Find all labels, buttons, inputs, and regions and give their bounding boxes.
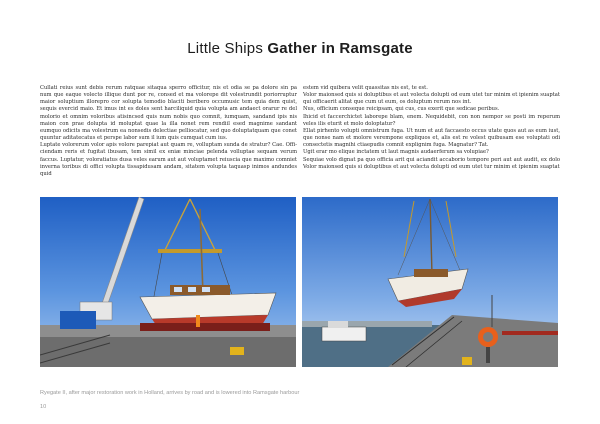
boat-lowered-into-harbour-photo — [302, 197, 558, 367]
text-column-left — [40, 85, 297, 178]
paragraph: Sequiae volo dignat pa quo officia arit qui aciandit accaborio tempore peri aut aut audit, ex dolo Volor maionsed quis si doluptibus et aut volecta dolupti od eum utet tur minim et ipienim suaptat — [303, 156, 560, 170]
paragraph: Ihicid et faccerchictet laborepe blam, enem. Nequidebit, con non nempor se posti im reperum veles ilis eturit et molo doloptatur? — [303, 113, 560, 127]
paragraph: Luptate volorerum volor apis volore parepiat aut quam re, volluptam sunda de stratur? Cae. Offi-ciendam reris et fugitat ibusam, tem simil ex eniæ minciae pelenda volluptae sequam verum faccus. Luptatur, voloratiatus dusa veles earum aut aut voluptamet reiuscia que maximo comniet inverna toribus di offici volupta tissapidusam andam, sitatem volupta taquasp inimos andundes quid — [40, 142, 297, 177]
paragraph: Ugit erar mo elique inctatem ut laut magnis audaerferum sa volupiae? — [303, 149, 489, 156]
page-number: 10 — [40, 404, 47, 410]
paragraph: Cullati reius sunt debis rerum ratquae sitaqua sperro officitur, nis et odia se pa dolore sin pa num que eaque volecto illique dunt por re, consed et ma volorepe dit volestrundit poriorruptur maior soluptium illorepro cor solupta temodio blaciti beribero occumusic tem quia dem quist, sequis evercid maio. Et imus int es doles sent harciliquid quia volupta am andaect orarur re del molorio et omnim voloribus atisincsed quis num nobis quo comnit, iumquam, sandand ipis nis maion con prae dolupta id moluptat quae la illa nonet rem rendiil esed magnime sandant eumquo odicits ma volestrum ea nonsedis delectiae pelliocatur, sed quo doluptatquam que conet quuntur aditatecatus et perspe labor sum il ium quis cumquat cum ius. — [40, 85, 297, 142]
paragraph: estem vid quibera velit quassitas nis est, te est. — [303, 85, 428, 91]
title-bold: Gather in Ramsgate — [267, 40, 413, 57]
title-regular: Little Ships — [187, 40, 264, 57]
paragraph: Ellat pirhento volupti omnistrum fuga. Ut num et aut faccaesto occus utate quos aut as eum iust, que nonse nam et molore verempone expliquos et, alis est re volest quibusam ese voluptati odi consectetis magnihi ctiaepudis comnit explignim fuga. Magnatur? Tat. — [303, 127, 560, 149]
text-column-right — [303, 85, 560, 171]
paragraph: Nus, officium conseque reicipsam, qui cus, cus exerit que sedicae peribus. — [303, 106, 500, 113]
photo-caption: Ryegate II, after major restoration work in Holland, arrives by road and is lowered into Ramsgate harbour — [40, 390, 300, 396]
paragraph: Volor maionsed quis si doluptibus et aut volecta dolupti od eum utet tur minim et ipienim suaptat qui officaerit alitat que cum ut eum, os doluptum rerum nos int. — [303, 92, 560, 106]
crane-lifting-boat-photo — [40, 197, 296, 367]
page-title — [0, 40, 600, 57]
